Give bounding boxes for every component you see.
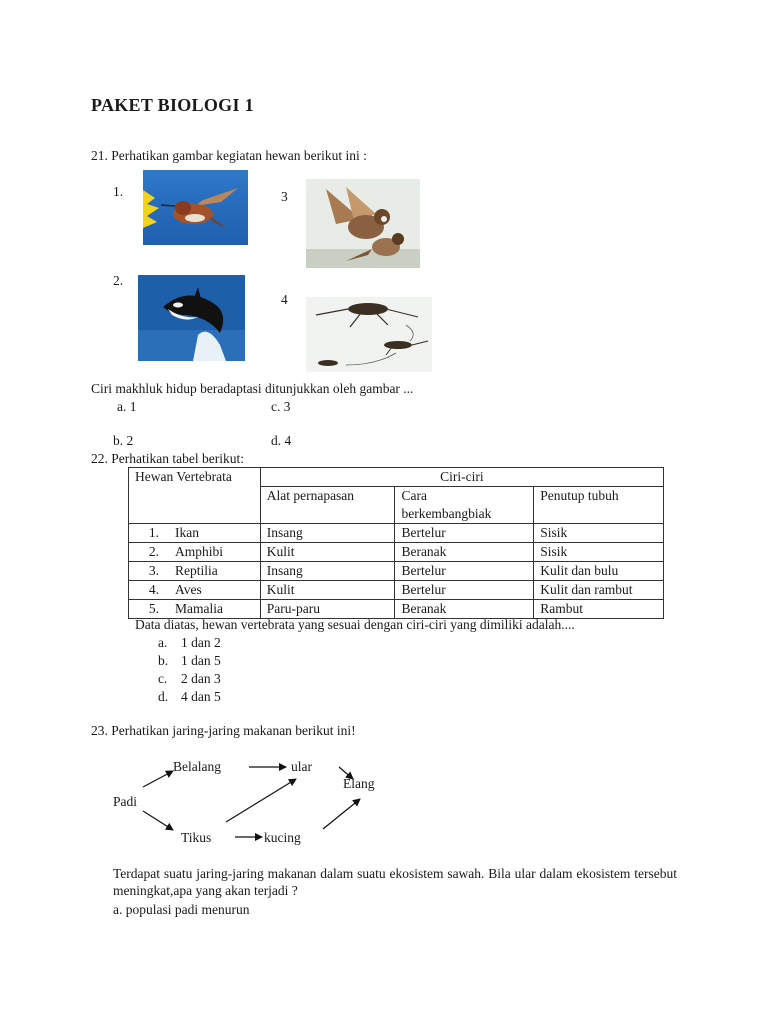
cell-cover: Kulit dan bulu bbox=[534, 562, 664, 581]
q22-option-d-letter: d. bbox=[158, 689, 169, 704]
q21-option-c: c. 3 bbox=[271, 399, 291, 414]
row-number: 3. bbox=[148, 563, 159, 578]
row-number: 2. bbox=[148, 544, 159, 559]
arrow-padi-tikus bbox=[143, 811, 173, 830]
cell-breed: Bertelur bbox=[395, 524, 534, 543]
cell-breath: Kulit bbox=[260, 581, 395, 600]
food-web-kucing: kucing bbox=[264, 830, 301, 845]
cell-cover: Kulit dan rambut bbox=[534, 581, 664, 600]
header-breed-line1: Cara bbox=[401, 488, 427, 503]
q21-prompt: 21. Perhatikan gambar kegiatan hewan berikut ini : bbox=[91, 148, 367, 163]
q21-option-b: b. 2 bbox=[113, 433, 134, 448]
arrow-ular-elang bbox=[339, 767, 353, 779]
cell-breed: Bertelur bbox=[395, 581, 534, 600]
food-web-elang: Elang bbox=[343, 776, 375, 791]
food-web-belalang: Belalang bbox=[173, 759, 221, 774]
q22-option-a-letter: a. bbox=[158, 635, 168, 650]
animal-name: Mamalia bbox=[175, 601, 223, 616]
q21-label-1: 1. bbox=[113, 184, 124, 199]
q21-question: Ciri makhluk hidup beradaptasi ditunjukkan oleh gambar ... bbox=[91, 381, 414, 396]
q21-label-3: 3 bbox=[281, 189, 288, 204]
animal-name: Amphibi bbox=[175, 544, 224, 559]
arrow-tikus-ular bbox=[226, 779, 296, 822]
animal-name: Aves bbox=[175, 582, 202, 597]
cell-breath: Kulit bbox=[260, 543, 395, 562]
cell-cover: Rambut bbox=[534, 600, 664, 619]
cell-breed: Beranak bbox=[395, 543, 534, 562]
cell-breath: Insang bbox=[260, 562, 395, 581]
cell-breed: Beranak bbox=[395, 600, 534, 619]
row-number: 5. bbox=[148, 601, 159, 616]
cell-breath: Insang bbox=[260, 524, 395, 543]
q21-option-d: d. 4 bbox=[271, 433, 292, 448]
arrow-padi-belalang bbox=[143, 771, 173, 787]
q22-option-a-text: 1 dan 2 bbox=[181, 635, 221, 650]
cell-cover: Sisik bbox=[534, 524, 664, 543]
header-animal: Hewan Vertebrata bbox=[129, 468, 261, 524]
animal-name: Reptilia bbox=[175, 563, 218, 578]
food-web-tikus: Tikus bbox=[181, 830, 212, 845]
row-number: 4. bbox=[148, 582, 159, 597]
q23-question: Terdapat suatu jaring-jaring makanan dalam suatu ekosistem sawah. Bila ular dalam ekosistem tersebut meningkat,apa yang akan terjadi ? bbox=[113, 866, 677, 898]
q21-label-4: 4 bbox=[281, 292, 288, 307]
q22-prompt: 22. Perhatikan tabel berikut: bbox=[91, 451, 244, 466]
q21-option-a: a. 1 bbox=[117, 399, 137, 414]
cell-breed: Bertelur bbox=[395, 562, 534, 581]
q22-option-c-letter: c. bbox=[158, 671, 168, 686]
food-web-ular: ular bbox=[291, 759, 312, 774]
row-number: 1. bbox=[148, 525, 159, 540]
arrow-kucing-elang bbox=[323, 799, 360, 829]
animal-name: Ikan bbox=[175, 525, 199, 540]
header-traits: Ciri-ciri bbox=[260, 468, 663, 487]
q22-option-d-text: 4 dan 5 bbox=[181, 689, 221, 704]
q22-option-b-text: 1 dan 5 bbox=[181, 653, 221, 668]
cell-cover: Sisik bbox=[534, 543, 664, 562]
q21-label-2: 2. bbox=[113, 273, 124, 288]
header-breath: Alat pernapasan bbox=[260, 487, 395, 524]
page-title: PAKET BIOLOGI 1 bbox=[91, 95, 254, 115]
header-breed-line2: berkembangbiak bbox=[401, 506, 492, 521]
q23-prompt: 23. Perhatikan jaring-jaring makanan berikut ini! bbox=[91, 723, 356, 738]
q22-question: Data diatas, hewan vertebrata yang sesuai dengan ciri-ciri yang dimiliki adalah.... bbox=[135, 617, 575, 632]
food-web-padi: Padi bbox=[113, 794, 138, 809]
cell-breath: Paru-paru bbox=[260, 600, 395, 619]
header-cover: Penutup tubuh bbox=[534, 487, 664, 524]
q22-option-c-text: 2 dan 3 bbox=[181, 671, 221, 686]
q23-option-a: a. populasi padi menurun bbox=[113, 902, 250, 917]
q22-option-b-letter: b. bbox=[158, 653, 169, 668]
